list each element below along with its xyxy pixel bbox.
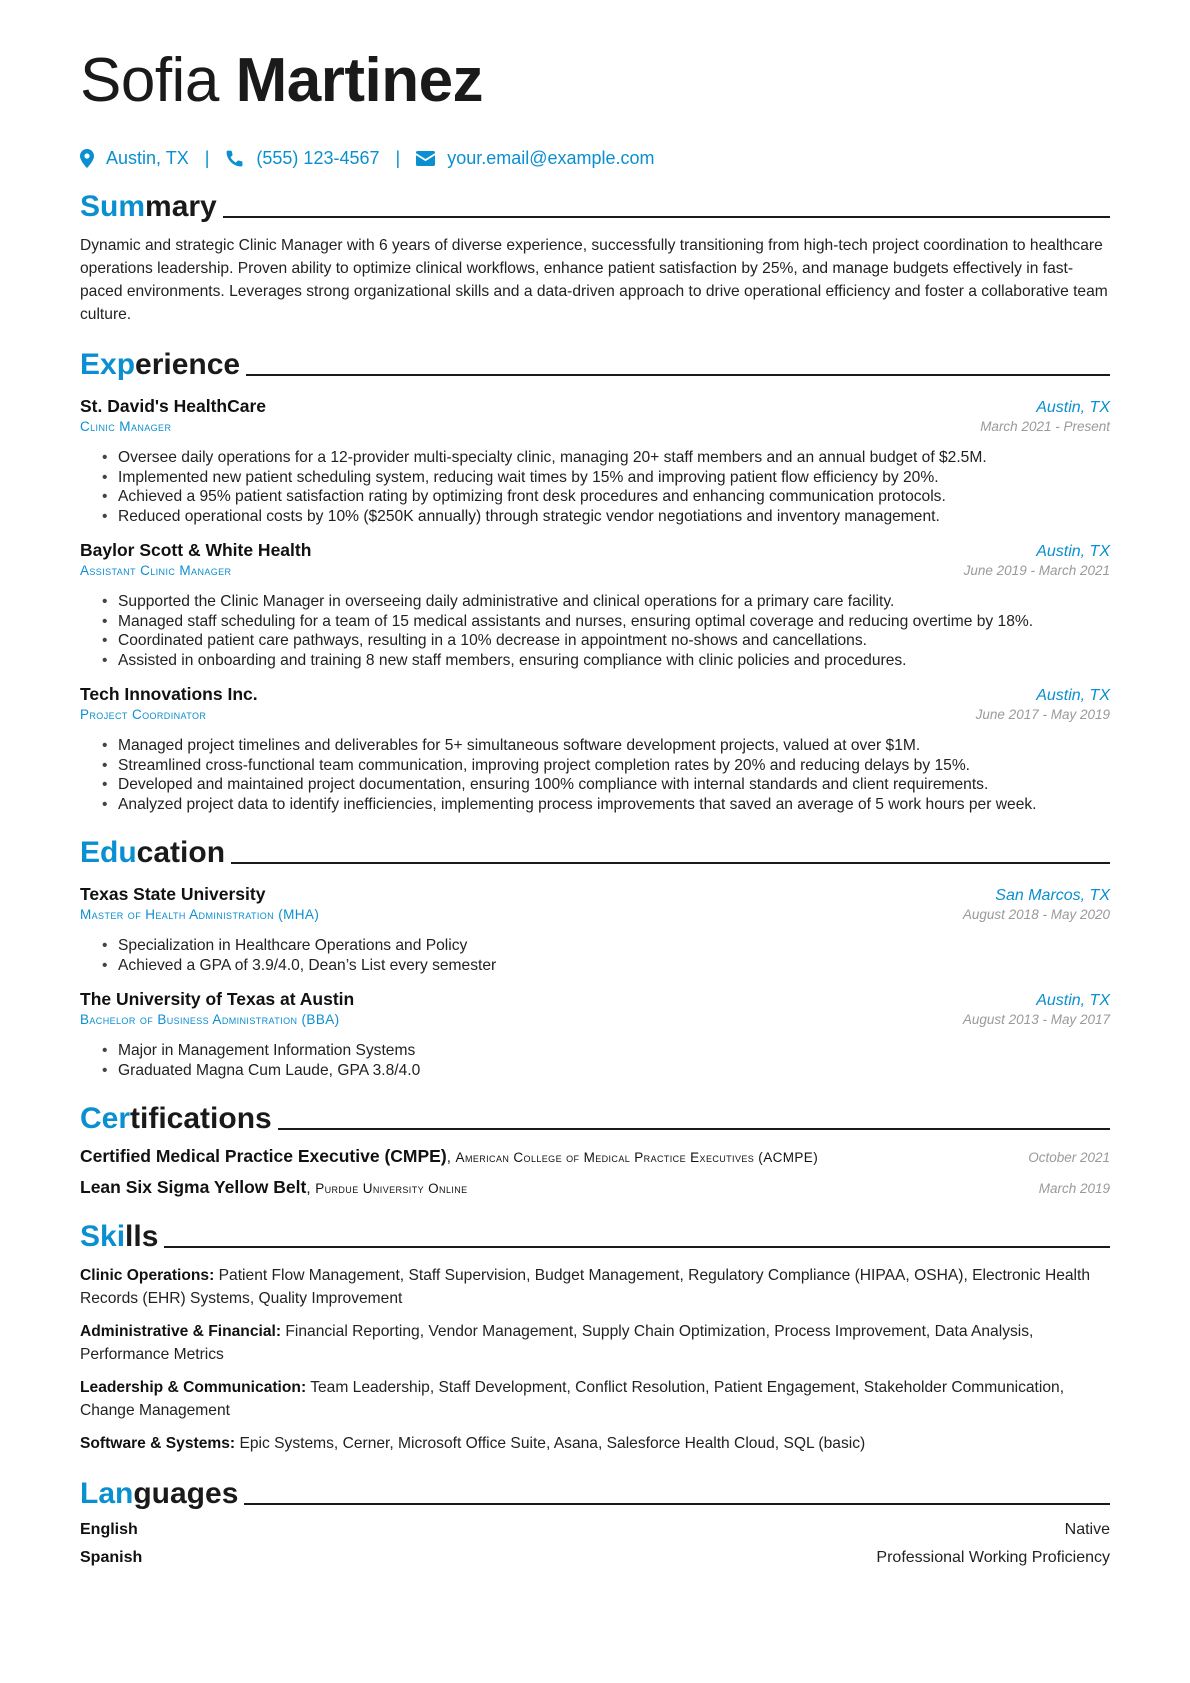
section-rule bbox=[231, 862, 1110, 864]
section-title: Summary bbox=[80, 190, 217, 223]
education-entry bbox=[80, 884, 1110, 975]
school-name: Texas State University bbox=[80, 884, 266, 904]
entry-location: Austin, TX bbox=[1036, 399, 1110, 416]
bullet-list bbox=[80, 448, 1110, 526]
certification-issuer: Purdue University Online bbox=[315, 1181, 468, 1196]
list-item: • Managed project timelines and deliverables for 5+ simultaneous software development projects, valued at over $1M. bbox=[102, 736, 1110, 756]
entry-dates: June 2019 - March 2021 bbox=[963, 563, 1110, 578]
section-header-experience bbox=[80, 344, 1110, 382]
job-title: Assistant Clinic Manager bbox=[80, 563, 232, 578]
first-name: Sofia bbox=[80, 46, 219, 115]
skill-items: Patient Flow Management, Staff Supervision, Budget Management, Regulatory Compliance (HIPAA, OSHA), Electronic Health Records (EHR) Systems, Quality Improvement bbox=[80, 1267, 1091, 1307]
contact-location bbox=[80, 148, 189, 169]
list-item: • Implemented new patient scheduling system, reducing wait times by 15% and improving patient flow efficiency by 20%. bbox=[102, 468, 1110, 488]
entry-location: Austin, TX bbox=[1036, 992, 1110, 1009]
skill-category: Clinic Operations: bbox=[80, 1267, 215, 1284]
section-rule bbox=[244, 1503, 1110, 1505]
school-name: The University of Texas at Austin bbox=[80, 989, 355, 1009]
job-title: Clinic Manager bbox=[80, 419, 172, 434]
section-title: Experience bbox=[80, 348, 241, 381]
list-item: • Graduated Magna Cum Laude, GPA 3.8/4.0 bbox=[102, 1061, 1110, 1081]
phone-link[interactable]: (555) 123-4567 bbox=[256, 147, 380, 168]
skill-items: Team Leadership, Staff Development, Conflict Resolution, Patient Engagement, Stakeholder Communication, Change Management bbox=[80, 1379, 1065, 1419]
experience-entry bbox=[80, 684, 1110, 814]
bullet-list bbox=[80, 1041, 1110, 1080]
list-item: • Specialization in Healthcare Operations and Policy bbox=[102, 936, 1110, 956]
skill-category: Software & Systems: bbox=[80, 1435, 236, 1452]
skill-category: Administrative & Financial: bbox=[80, 1323, 282, 1340]
section-title: Languages bbox=[80, 1477, 239, 1510]
experience-entry bbox=[80, 540, 1110, 670]
phone-icon bbox=[225, 149, 244, 168]
language-level: Professional Working Proficiency bbox=[876, 1549, 1110, 1566]
skill-group bbox=[80, 1264, 1110, 1310]
skill-group bbox=[80, 1376, 1110, 1422]
language-entry bbox=[80, 1521, 1110, 1539]
experience-entry bbox=[80, 396, 1110, 526]
section-rule bbox=[246, 374, 1110, 376]
envelope-icon bbox=[416, 151, 435, 166]
certification-name: Lean Six Sigma Yellow Belt bbox=[80, 1177, 307, 1197]
section-title: Skills bbox=[80, 1220, 159, 1253]
last-name: Martinez bbox=[235, 46, 484, 115]
entry-location: Austin, TX bbox=[1036, 543, 1110, 560]
bullet-list bbox=[80, 936, 1110, 975]
entry-dates: August 2013 - May 2017 bbox=[962, 1012, 1110, 1027]
employer-name: St. David's HealthCare bbox=[80, 396, 267, 416]
bullet-list bbox=[80, 736, 1110, 814]
list-item: • Assisted in onboarding and training 8 new staff members, ensuring compliance with clinic policies and procedures. bbox=[102, 651, 1110, 671]
email-link[interactable]: your.email@example.com bbox=[447, 147, 655, 168]
list-item: • Reduced operational costs by 10% ($250K annually) through strategic vendor negotiations and inventory management. bbox=[102, 507, 1110, 527]
section-title: Education bbox=[80, 836, 226, 869]
entry-location: San Marcos, TX bbox=[995, 887, 1110, 904]
contact-phone bbox=[225, 148, 379, 169]
summary-text: Dynamic and strategic Clinic Manager with 6 years of diverse experience, successfully transitioning from high-tech project coordination to healthcare operations leadership. Proven ability to optimize clinical workflows, enhance patient satisfaction by 25%, and manage budgets effectively in fast-paced environments. Leverages strong organizational skills and a data-driven approach to drive operational efficiency and foster a collaborative team culture. bbox=[80, 237, 1108, 323]
certification-name: Certified Medical Practice Executive (CMPE) bbox=[80, 1146, 447, 1166]
list-item: • Achieved a GPA of 3.9/4.0, Dean’s List every semester bbox=[102, 956, 1110, 976]
list-item: • Major in Management Information Systems bbox=[102, 1041, 1110, 1061]
candidate-name bbox=[80, 40, 1110, 122]
location-text: Austin, TX bbox=[106, 147, 189, 168]
language-level: Native bbox=[1064, 1521, 1110, 1538]
entry-dates: June 2017 - May 2019 bbox=[975, 707, 1110, 722]
section-title: Certifications bbox=[80, 1102, 272, 1135]
section-header-education bbox=[80, 832, 1110, 870]
list-item: • Supported the Clinic Manager in overseeing daily administrative and clinical operations for a primary care facility. bbox=[102, 592, 1110, 612]
degree-title: Master of Health Administration (MHA) bbox=[80, 907, 320, 922]
list-item: • Oversee daily operations for a 12-provider multi-specialty clinic, managing 20+ staff members and an annual budget of $2.5M. bbox=[102, 448, 1110, 468]
section-header-summary bbox=[80, 186, 1110, 224]
language-name: English bbox=[80, 1521, 138, 1538]
map-pin-icon bbox=[80, 149, 94, 168]
language-name: Spanish bbox=[80, 1549, 143, 1566]
bullet-list bbox=[80, 592, 1110, 670]
list-item: • Managed staff scheduling for a team of 15 medical assistants and nurses, ensuring optimal coverage and reducing overtime by 18%. bbox=[102, 612, 1110, 632]
employer-name: Tech Innovations Inc. bbox=[80, 684, 258, 704]
skill-category: Leadership & Communication: bbox=[80, 1379, 307, 1396]
certification-date: October 2021 bbox=[1028, 1150, 1110, 1165]
section-header-languages bbox=[80, 1473, 1110, 1511]
section-header-skills bbox=[80, 1216, 1110, 1254]
entry-dates: August 2018 - May 2020 bbox=[962, 907, 1110, 922]
section-rule bbox=[278, 1128, 1110, 1130]
job-title: Project Coordinator bbox=[80, 707, 207, 722]
section-rule bbox=[223, 216, 1110, 218]
contact-email bbox=[416, 148, 654, 169]
section-rule bbox=[164, 1246, 1110, 1248]
contact-bar bbox=[80, 142, 1110, 174]
contact-separator: | bbox=[395, 147, 401, 168]
skill-items: Financial Reporting, Vendor Management, Supply Chain Optimization, Process Improvement, Data Analysis, Performance Metrics bbox=[80, 1323, 1034, 1363]
list-item: • Coordinated patient care pathways, resulting in a 10% decrease in appointment no-shows and cancellations. bbox=[102, 631, 1110, 651]
certification-entry: Certified Medical Practice Executive (CMPE), American College of Medical Practice Executives (ACMPE) October 2021 bbox=[80, 1146, 1110, 1166]
contact-separator: | bbox=[204, 147, 210, 168]
list-item: • Streamlined cross-functional team communication, improving project completion rates by 20% and reducing delays by 15%. bbox=[102, 756, 1110, 776]
section-header-certifications bbox=[80, 1098, 1110, 1136]
entry-dates: March 2021 - Present bbox=[980, 419, 1110, 434]
certification-date: March 2019 bbox=[1038, 1181, 1110, 1196]
skill-group bbox=[80, 1432, 1110, 1455]
degree-title: Bachelor of Business Administration (BBA) bbox=[80, 1012, 340, 1027]
list-item: • Achieved a 95% patient satisfaction rating by optimizing front desk procedures and enhancing communication protocols. bbox=[102, 487, 1110, 507]
employer-name: Baylor Scott & White Health bbox=[80, 540, 312, 560]
skill-items: Epic Systems, Cerner, Microsoft Office Suite, Asana, Salesforce Health Cloud, SQL (basic) bbox=[239, 1435, 866, 1452]
list-item: • Analyzed project data to identify inefficiencies, implementing process improvements that saved an average of 5 work hours per week. bbox=[102, 795, 1110, 815]
entry-location: Austin, TX bbox=[1036, 687, 1110, 704]
certification-issuer: American College of Medical Practice Executives (ACMPE) bbox=[455, 1150, 819, 1165]
list-item: • Developed and maintained project documentation, ensuring 100% compliance with internal standards and client requirements. bbox=[102, 775, 1110, 795]
skill-group bbox=[80, 1320, 1110, 1366]
education-entry bbox=[80, 989, 1110, 1080]
certification-entry: Lean Six Sigma Yellow Belt, Purdue University Online March 2019 bbox=[80, 1177, 1110, 1197]
language-entry bbox=[80, 1549, 1110, 1567]
